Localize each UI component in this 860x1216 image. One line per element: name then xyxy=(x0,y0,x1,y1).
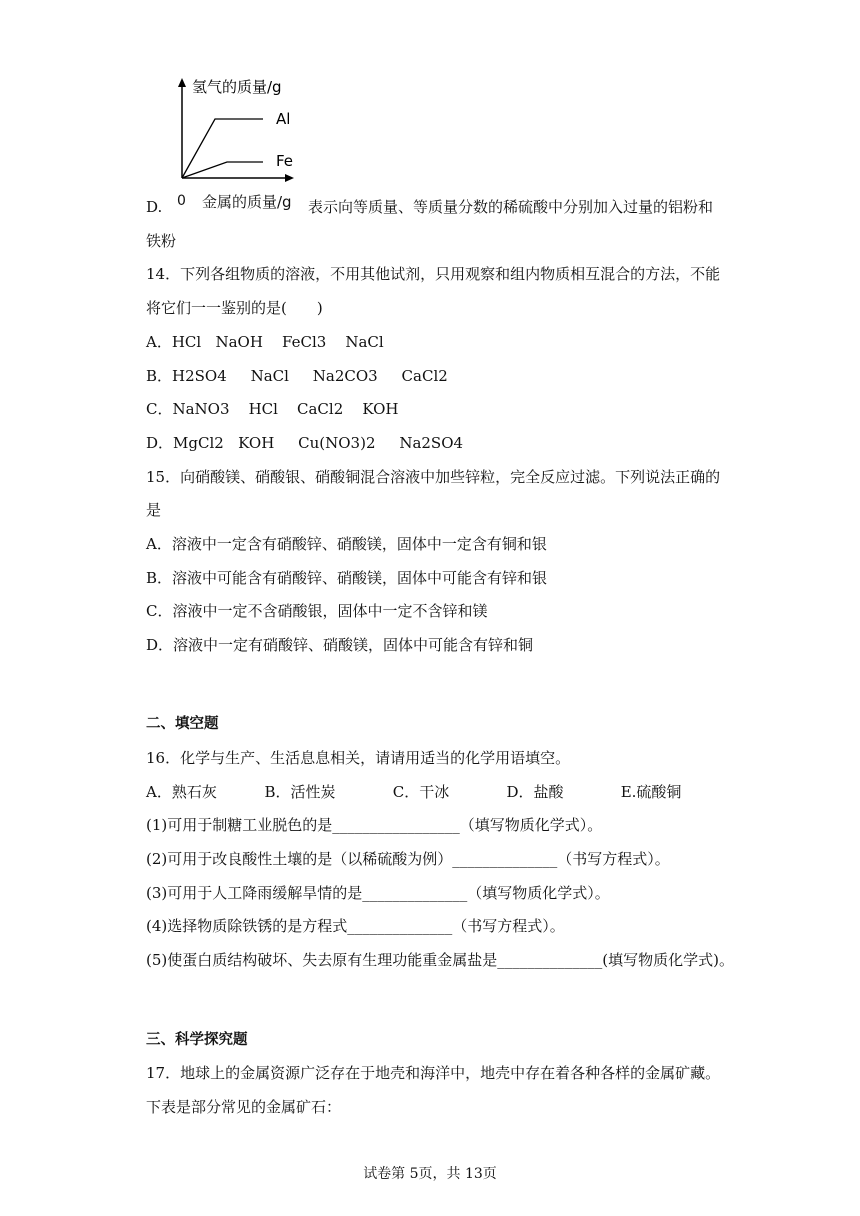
q14-option-d: D．MgCl2 KOH Cu(NO3)2 Na2SO4 xyxy=(146,434,464,452)
q15-option-b: B．溶液中可能含有硝酸锌、硝酸镁，固体中可能含有锌和银 xyxy=(146,569,548,587)
section-title-fill-blank: 二、填空题 xyxy=(146,716,219,732)
fe-label: Fe xyxy=(276,152,294,170)
q15-option-c: C．溶液中一定不含硝酸银，固体中一定不含锌和镁 xyxy=(146,602,488,620)
y-axis-arrow-icon xyxy=(178,78,186,87)
q13-option-d-letter: D. xyxy=(146,198,163,216)
q17-stem-line-2: 下表是部分常见的金属矿石： xyxy=(146,1098,342,1116)
q16-choices: A．熟石灰 B．活性炭 C．干冰 D．盐酸 E.硫酸铜 xyxy=(146,783,682,801)
q16-item-5: (5)使蛋白质结构破坏、失去原有生理功能重金属盐是______________(填写物质化学式)。 xyxy=(146,951,734,969)
q16-item-2: (2)可用于改良酸性土壤的是（以稀硫酸为例）______________（书写方程式）。 xyxy=(146,850,670,868)
q17-stem-line-1: 17．地球上的金属资源广泛存在于地壳和海洋中，地壳中存在着各种各样的金属矿藏。 xyxy=(146,1064,721,1082)
q15-stem-line-2: 是 xyxy=(146,501,162,519)
q14-stem-line-1: 14．下列各组物质的溶液，不用其他试剂，只用观察和组内物质相互混合的方法，不能 xyxy=(146,265,721,283)
x-axis-arrow-icon xyxy=(285,174,294,182)
q16-item-1: (1)可用于制糖工业脱色的是_________________（填写物质化学式）。 xyxy=(146,816,603,834)
q15-option-a: A．溶液中一定含有硝酸锌、硝酸镁，固体中一定含有铜和银 xyxy=(146,535,547,553)
x-axis-label: 金属的质量/g xyxy=(202,193,292,211)
page-footer: 试卷第 5页，共 13页 xyxy=(363,1166,497,1182)
q14-option-c: C．NaNO3 HCl CaCl2 KOH xyxy=(146,400,399,418)
q14-option-b: B．H2SO4 NaCl Na2CO3 CaCl2 xyxy=(146,367,448,385)
section-title-science-inquiry: 三、科学探究题 xyxy=(146,1032,248,1048)
al-label: Al xyxy=(276,110,291,128)
origin-label: 0 xyxy=(177,193,186,209)
y-axis-label: 氢气的质量/g xyxy=(192,78,282,96)
q13-option-d-cont: 铁粉 xyxy=(146,232,177,250)
q16-stem: 16．化学与生产、生活息息相关，请请用适当的化学用语填空。 xyxy=(146,749,571,767)
q14-stem-line-2: 将它们一一鉴别的是( ) xyxy=(146,299,323,317)
q16-item-4: (4)选择物质除铁锈的是方程式______________（书写方程式）。 xyxy=(146,917,565,935)
q13-option-d-text: 表示向等质量、等质量分数的稀硫酸中分别加入过量的铝粉和 xyxy=(308,198,714,216)
al-line xyxy=(182,119,263,178)
fe-line xyxy=(182,162,263,178)
q15-stem-line-1: 15．向硝酸镁、硝酸银、硝酸铜混合溶液中加些锌粒，完全反应过滤。下列说法正确的 xyxy=(146,468,721,486)
q15-option-d: D．溶液中一定有硝酸锌、硝酸镁，固体中可能含有锌和铜 xyxy=(146,636,534,654)
q16-item-3: (3)可用于人工降雨缓解旱情的是______________（填写物质化学式）。 xyxy=(146,884,610,902)
hydrogen-mass-graph xyxy=(165,74,305,186)
q14-option-a: A．HCl NaOH FeCl3 NaCl xyxy=(146,333,384,351)
